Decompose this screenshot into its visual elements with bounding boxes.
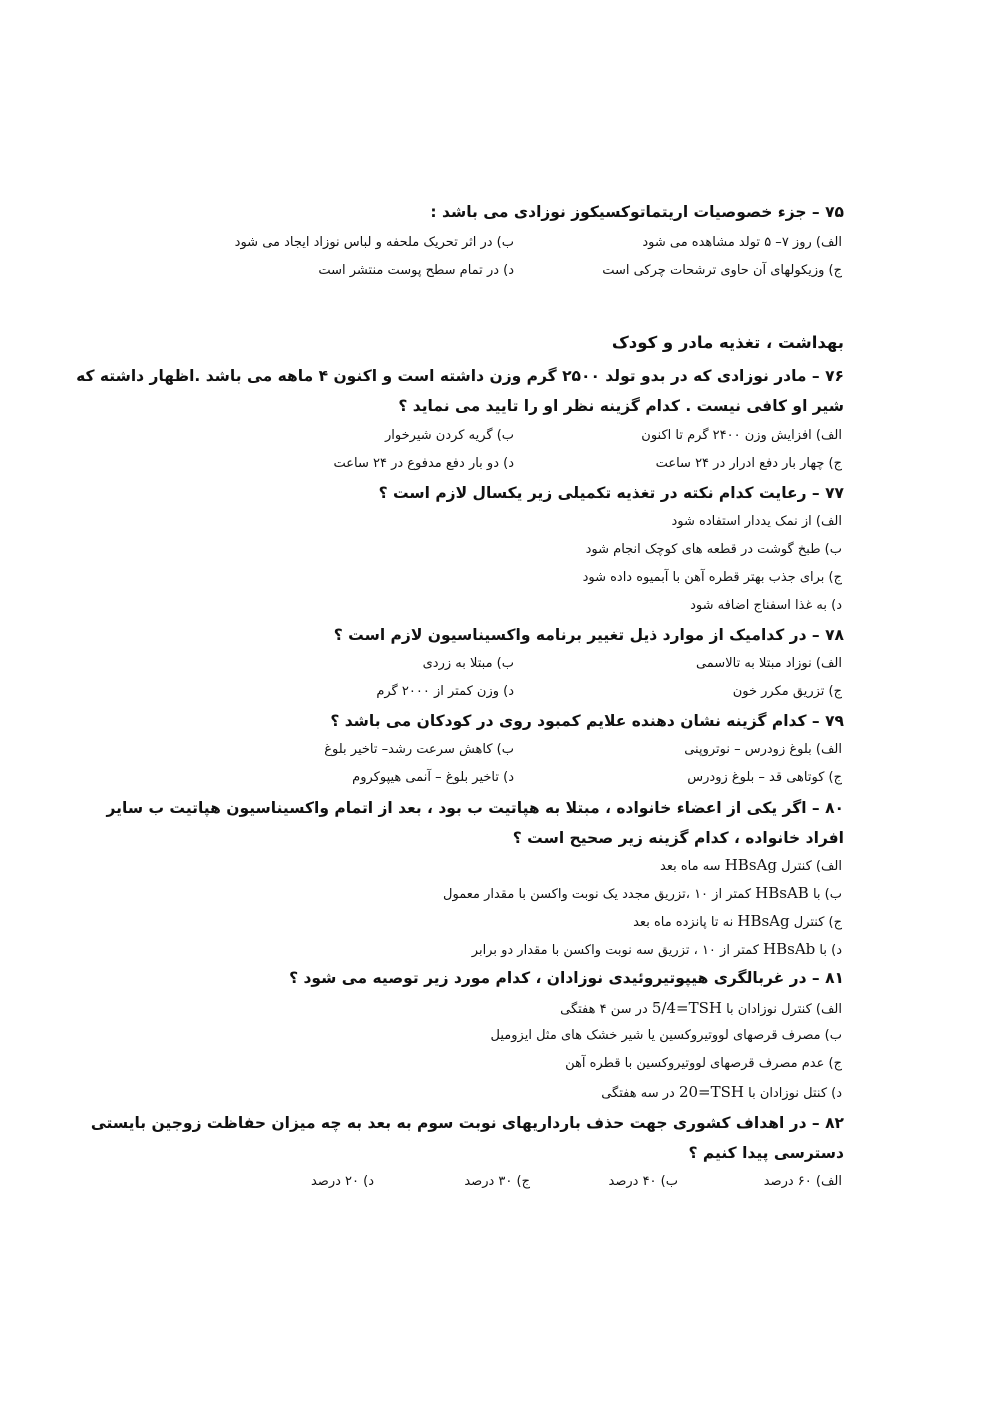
question-78-option-a: الف) نوزاد مبتلا به تالاسمی xyxy=(695,656,842,671)
question-77-option-d: د) به غذا اسفناج اضافه شود xyxy=(690,598,842,613)
question-76-option-c: ج) چهار بار دفع ادرار در ۲۴ ساعت xyxy=(655,456,842,471)
question-82-option-d: د) ۲۰ درصد xyxy=(310,1174,374,1189)
question-80-option-b xyxy=(443,884,842,903)
question-75-stem: ۷۵ – جزء خصوصیات اریتماتوکسیکوز نوزادی می باشد : xyxy=(430,203,844,221)
question-75-option-b: ب) در اثر تحریک ملحفه و لباس نوزاد ایجاد می شود xyxy=(234,235,514,250)
question-80-option-d-suffix: کمتر از ۱۰ ، تزریق سه نوبت واکسن با مقدار دو برابر xyxy=(471,943,759,958)
question-78-option-d: د) وزن کمتر از ۲۰۰۰ گرم xyxy=(376,684,514,699)
question-78-option-b: ب) مبتلا به زردی xyxy=(422,656,514,671)
question-79-stem: ۷۹ – کدام گزینه نشان دهنده علایم کمبود روی در کودکان می باشد ؟ xyxy=(330,712,844,730)
question-76-stem-line1: ۷۶ – مادر نوزادی که در بدو تولد ۲۵۰۰ گرم وزن داشته است و اکنون ۴ ماهه می باشد .اظهار داشته که xyxy=(76,367,844,385)
question-78-option-c: ج) تزریق مکرر خون xyxy=(732,684,842,699)
question-80-stem-line2: افراد خانواده ، کدام گزینه زیر صحیح است ؟ xyxy=(512,829,844,847)
question-82-option-b: ب) ۴۰ درصد xyxy=(608,1174,678,1189)
question-76-option-a: الف) افزایش وزن ۲۴۰۰ گرم تا اکنون xyxy=(641,428,842,443)
question-79-option-b: ب) کاهش سرعت رشد– تاخیر بلوغ xyxy=(324,742,514,757)
question-81-option-b: ب) مصرف قرصهای لووتیروکسین یا شیر خشک های مثل ایزومیل xyxy=(490,1028,842,1043)
question-80-stem-line1: ۸۰ – اگر یکی از اعضاء خانواده ، مبتلا به هپاتیت ب بود ، بعد از اتمام واکسیناسیون هپاتیت ب سایر xyxy=(106,799,844,817)
question-80-option-a-prefix: الف) کنترل xyxy=(781,859,842,874)
question-81-option-a-prefix: الف) کنترل نوزادان با xyxy=(726,1002,842,1017)
question-82-option-a: الف) ۶۰ درصد xyxy=(763,1174,842,1189)
question-77-option-b: ب) طبخ گوشت در قطعه های کوچک انجام شود xyxy=(585,542,842,557)
question-81-option-d-prefix: د) کنتل نوزادان با xyxy=(748,1086,842,1101)
question-78-stem: ۷۸ – در کدامیک از موارد ذیل تغییر برنامه واکسیناسیون لازم است ؟ xyxy=(333,626,844,644)
hbsab-term: HBsAb xyxy=(763,940,816,958)
question-77-option-c: ج) برای جذب بهتر قطره آهن با آبمیوه داده شود xyxy=(582,570,842,585)
question-77-stem: ۷۷ – رعایت کدام نکته در تغذیه تکمیلی زیر یکسال لازم است ؟ xyxy=(378,484,844,502)
question-80-option-a xyxy=(660,856,842,875)
question-76-stem-line2: شیر او کافی نیست . کدام گزینه نظر او را تایید می نماید ؟ xyxy=(398,397,844,415)
section-heading: بهداشت ، تغذیه مادر و کودک xyxy=(611,333,844,352)
question-80-option-d-prefix: د) با xyxy=(819,943,842,958)
question-75-option-d: د) در تمام سطح پوست منتشر است xyxy=(318,263,514,278)
tsh-term: 5/4=TSH xyxy=(651,999,722,1017)
question-75-option-a: الف) روز ۷– ۵ تولد مشاهده می شود xyxy=(642,235,842,250)
question-80-option-b-prefix: ب) با xyxy=(812,887,842,902)
question-80-option-c xyxy=(633,912,842,931)
question-82-option-c: ج) ۳۰ درصد xyxy=(464,1174,530,1189)
question-82-stem-line1: ۸۲ – در اهداف کشوری جهت حذف بارداریهای نوبت سوم به بعد به چه میزان حفاظت زوجین بایستی xyxy=(90,1114,844,1132)
tsh-term: 20=TSH xyxy=(678,1083,744,1101)
question-80-option-a-suffix: سه ماه بعد xyxy=(660,859,721,874)
question-76-option-b: ب) گریه کردن شیرخوار xyxy=(385,428,514,443)
question-77-option-a: الف) از نمک یددار استفاده شود xyxy=(671,514,842,529)
question-82-stem-line2: دسترسی پیدا کنیم ؟ xyxy=(688,1144,844,1162)
question-79-option-a: الف) بلوغ زودرس – نوتروپنی xyxy=(684,742,842,757)
question-81-option-d-suffix: در سه هفتگی xyxy=(601,1086,675,1101)
hbsag-term: HBsAg xyxy=(737,912,790,930)
question-76-option-d: د) دو بار دفع مدفوع در ۲۴ ساعت xyxy=(333,456,514,471)
question-81-option-a xyxy=(560,999,842,1018)
hbsag-term: HBsAg xyxy=(724,856,777,874)
question-80-option-d xyxy=(472,940,842,959)
question-80-option-c-prefix: ج) کنترل xyxy=(793,915,842,930)
question-81-stem: ۸۱ – در غربالگری هیپوتیروئیدی نوزادان ، کدام مورد زیر توصیه می شود ؟ xyxy=(289,969,844,987)
question-79-option-c: ج) کوتاهی قد – بلوغ زودرس xyxy=(687,770,842,785)
question-81-option-c: ج) عدم مصرف قرصهای لووتیروکسین با قطره آهن xyxy=(565,1056,842,1071)
question-81-option-a-suffix: در سن ۴ هفتگی xyxy=(560,1002,648,1017)
question-80-option-c-suffix: نه تا پانزده ماه بعد xyxy=(633,915,734,930)
question-75-option-c: ج) وزیکولهای آن حاوی ترشحات چرکی است xyxy=(602,263,842,278)
question-81-option-d xyxy=(601,1083,842,1102)
hbsab-term: HBsAB xyxy=(755,884,809,902)
question-79-option-d: د) تاخیر بلوغ – آنمی هیپوکروم xyxy=(352,770,514,785)
question-80-option-b-suffix: کمتر از ۱۰ ،تزریق مجدد یک نوبت واکسن با مقدار معمول xyxy=(443,887,752,902)
